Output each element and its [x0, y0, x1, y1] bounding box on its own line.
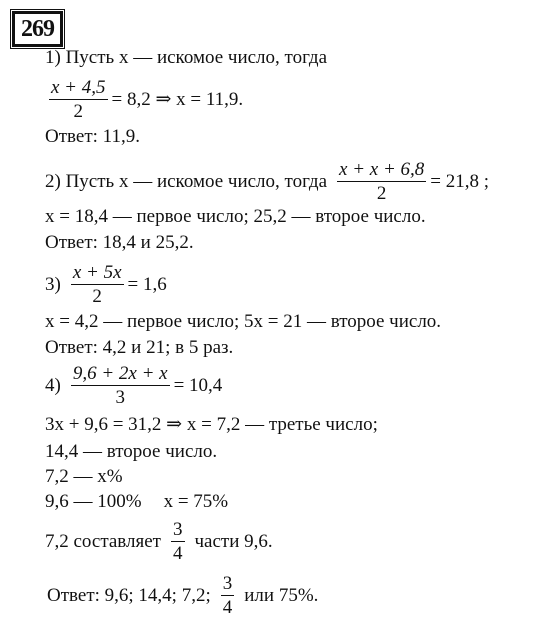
p3-line2: x = 4,2 — первое число; 5x = 21 — второе число. — [45, 311, 442, 332]
p4-answer-text-b: или 75%. — [244, 585, 319, 607]
p2-equation — [45, 160, 489, 203]
p3-equation-rest: = 1,6 — [127, 274, 167, 296]
p3-frac-denominator: 2 — [92, 286, 102, 308]
p2-fraction — [337, 160, 426, 203]
p2-frac-denominator: 2 — [376, 183, 387, 205]
p4-line5-proportion: 9,6 — 100% — [45, 491, 142, 512]
p4-line4: 7,2 — x% — [45, 466, 123, 487]
p4-answer-numerator: 3 — [222, 573, 233, 594]
p1-fraction — [49, 78, 108, 121]
p3-equation — [45, 263, 167, 306]
p3-frac-numerator: x + 5x — [72, 262, 122, 283]
p4-fraction — [71, 364, 170, 407]
p4-answer-denominator: 4 — [222, 597, 233, 619]
p4-equation-rest: = 10,4 — [173, 375, 223, 397]
p2-answer: Ответ: 18,4 и 25,2. — [45, 232, 194, 253]
p1-frac-numerator: x + 4,5 — [51, 77, 106, 98]
p2-intro: 2) Пусть x — искомое число, тогда — [45, 171, 328, 193]
p4-answer — [47, 574, 318, 617]
problem-number-badge: 269 — [12, 11, 63, 47]
p4-line6-denominator: 4 — [173, 543, 183, 565]
p4-line2: 3x + 9,6 = 31,2 ⇒ x = 7,2 — третье число; — [45, 414, 378, 435]
p1-equation-rest: = 8,2 ⇒ x = 11,9. — [111, 89, 244, 111]
p2-equation-rest: = 21,8 ; — [430, 171, 490, 193]
p3-fraction — [71, 263, 124, 306]
p1-intro: 1) Пусть x — искомое число, тогда — [45, 47, 328, 68]
p4-line6 — [45, 520, 273, 563]
p2-frac-numerator: x + x + 6,8 — [339, 159, 425, 180]
p3-label: 3) — [45, 274, 61, 296]
p1-frac-denominator: 2 — [73, 101, 83, 123]
p4-line6-text-a: 7,2 составляет — [45, 531, 161, 553]
p1-answer: Ответ: 11,9. — [45, 126, 140, 147]
p4-frac-denominator: 3 — [115, 387, 125, 409]
p4-answer-fraction — [221, 574, 235, 617]
p1-equation — [45, 78, 243, 121]
p4-line6-numerator: 3 — [173, 519, 183, 540]
p3-answer: Ответ: 4,2 и 21; в 5 раз. — [45, 337, 234, 358]
p4-label: 4) — [45, 375, 61, 397]
p4-line5-result: x = 75% — [163, 491, 229, 512]
p4-line6-text-b: части 9,6. — [194, 531, 273, 553]
p4-line3: 14,4 — второе число. — [45, 441, 218, 462]
p4-frac-numerator: 9,6 + 2x + x — [72, 363, 168, 384]
p4-line6-fraction — [171, 520, 185, 563]
p4-line5 — [45, 492, 228, 511]
p2-line2: x = 18,4 — первое число; 25,2 — второе число. — [45, 206, 426, 227]
p4-equation — [45, 364, 222, 407]
p4-answer-text-a: Ответ: 9,6; 14,4; 7,2; — [47, 585, 211, 607]
